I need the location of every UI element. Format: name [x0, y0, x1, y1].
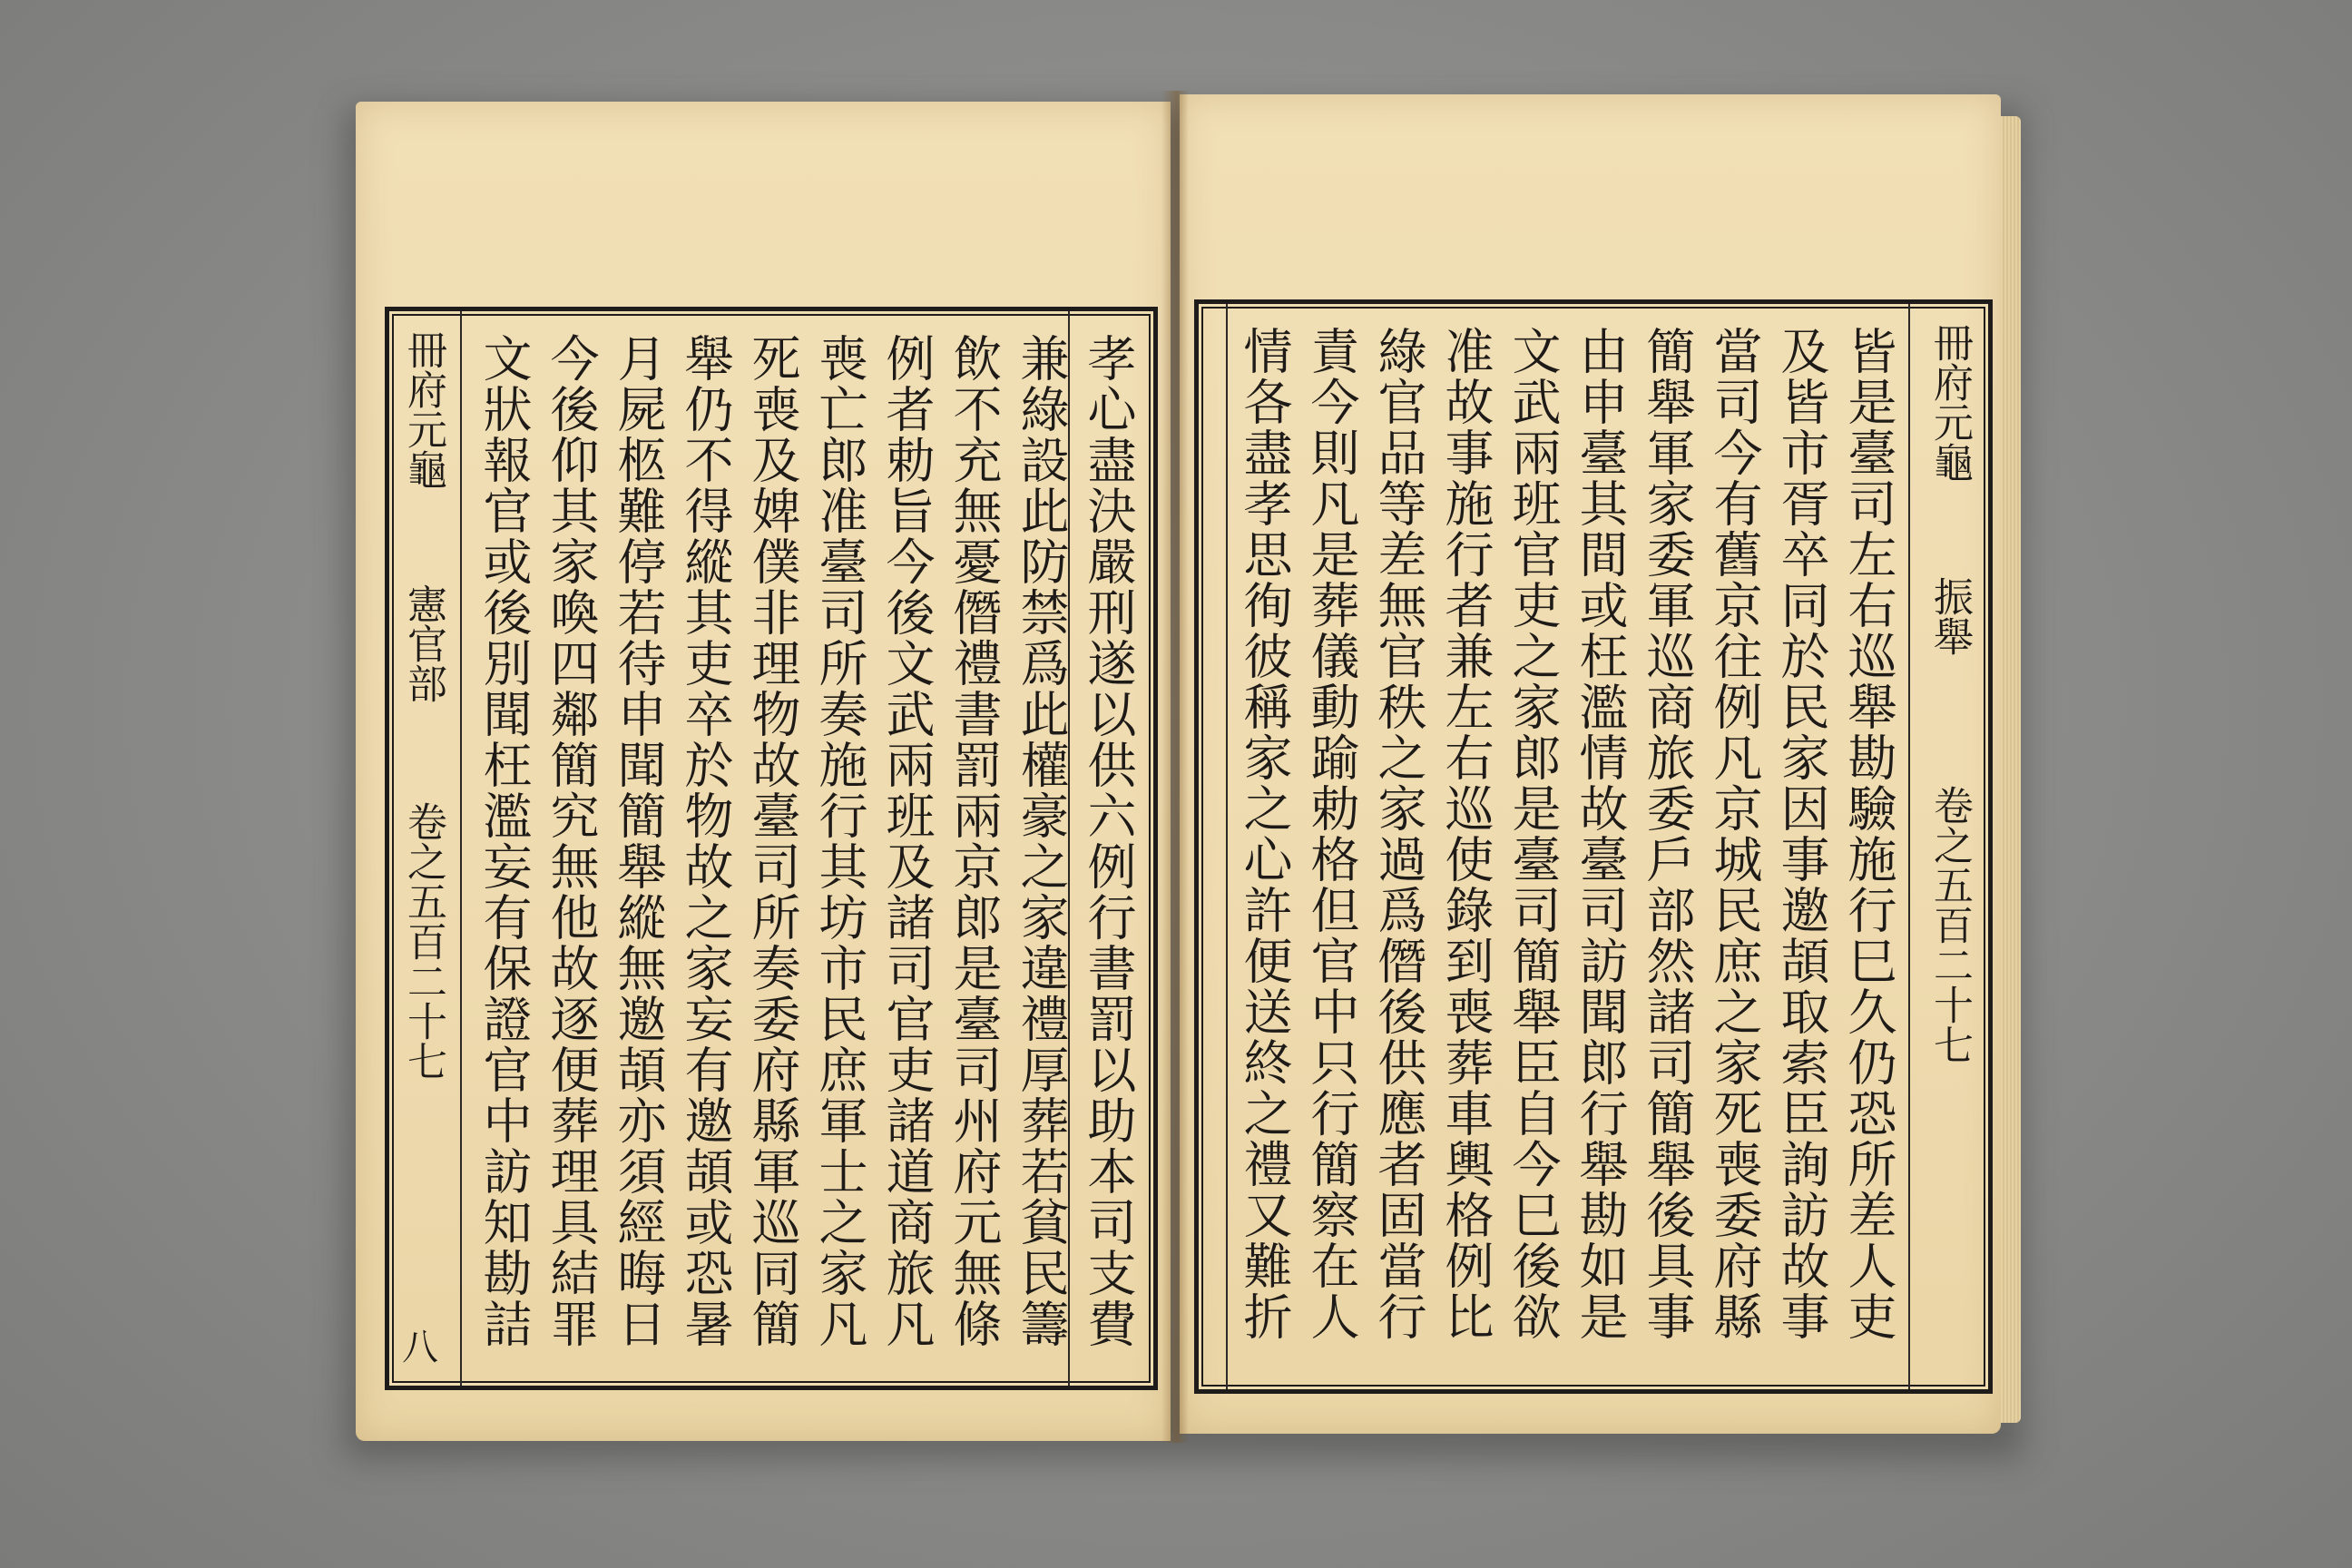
left-text-column-9: 今後仰其家喚四鄰簡究無他故逐便葬理具結罪	[543, 333, 600, 1349]
right-text-column-4: 簡舉軍家委軍巡商旅委戶部然諸司簡舉後具事	[1639, 326, 1696, 1342]
left-text-column-5: 喪亡郎准臺司所奏施行其坊市民庶軍士之家凡	[811, 333, 868, 1349]
right-text-column-1: 皆是臺司左右巡舉勘驗施行巳久仍恐所差人吏	[1840, 326, 1897, 1342]
left-text-column-3: 飲不充無憂僭禮書罰兩京郎是臺司州府元無條	[946, 333, 1003, 1349]
left-page-text-frame	[385, 307, 1158, 1390]
right-text-column-2: 及皆市胥卒同於民家因事邀頡取索臣詢訪故事	[1773, 326, 1830, 1342]
left-margin-title: 冊府元龜	[400, 329, 446, 489]
right-text-column-3: 當司今有舊京往例凡京城民庶之家死喪委府縣	[1706, 326, 1763, 1342]
left-text-column-6: 死喪及婢僕非理物故臺司所奏委府縣軍巡同簡	[744, 333, 801, 1349]
right-text-column-7: 准故事施行者兼左右巡使錄到喪葬車輿格例比	[1437, 326, 1494, 1342]
left-text-column-8: 月屍柩難停若待申聞簡舉縱無邀頡亦須經晦日	[610, 333, 667, 1349]
left-text-column-2: 兼綠設此防禁爲此權豪之家違禮厚葬若貧民籌	[1013, 333, 1070, 1349]
right-margin-section: 振舉	[1926, 576, 1973, 656]
right-text-column-5: 由申臺其間或枉濫情故臺司訪聞郎行舉勘如是	[1572, 326, 1629, 1342]
left-text-column-10: 文狀報官或後別聞枉濫妄有保證官中訪知勘詰	[475, 333, 533, 1349]
right-margin-volume: 卷之五百二十七	[1926, 785, 1973, 1064]
left-folio-number: 八	[402, 1327, 438, 1368]
right-text-column-10: 情各盡孝思徇彼稱家之心許便送終之禮又難折	[1236, 326, 1293, 1342]
column-rule	[1226, 304, 1228, 1389]
page-edge	[2001, 116, 2021, 1423]
book-gutter	[1161, 91, 1189, 1443]
left-margin-section: 憲官部	[400, 583, 446, 703]
left-text-column-4: 例者勅旨今後文武兩班及諸司官吏諸道商旅凡	[878, 333, 936, 1349]
right-text-column-9: 責今則凡是葬儀動踰勅格但官中只行簡察在人	[1303, 326, 1360, 1342]
right-text-column-6: 文武兩班官吏之家郎是臺司簡舉臣自今巳後欲	[1504, 326, 1562, 1342]
left-text-column-7: 舉仍不得縱其吏卒於物故之家妄有邀頡或恐暑	[677, 333, 734, 1349]
left-text-column-1: 孝心盡決嚴刑遂以供六例行書罰以助本司支費	[1080, 333, 1137, 1349]
right-page-text-frame	[1194, 299, 1993, 1394]
column-rule	[1908, 304, 1910, 1389]
left-margin-volume: 卷之五百二十七	[400, 801, 446, 1081]
right-margin-title: 冊府元龜	[1926, 322, 1973, 482]
column-rule	[460, 311, 462, 1386]
right-text-column-8: 綠官品等差無官秩之家過爲僭後供應者固當行	[1370, 326, 1427, 1342]
